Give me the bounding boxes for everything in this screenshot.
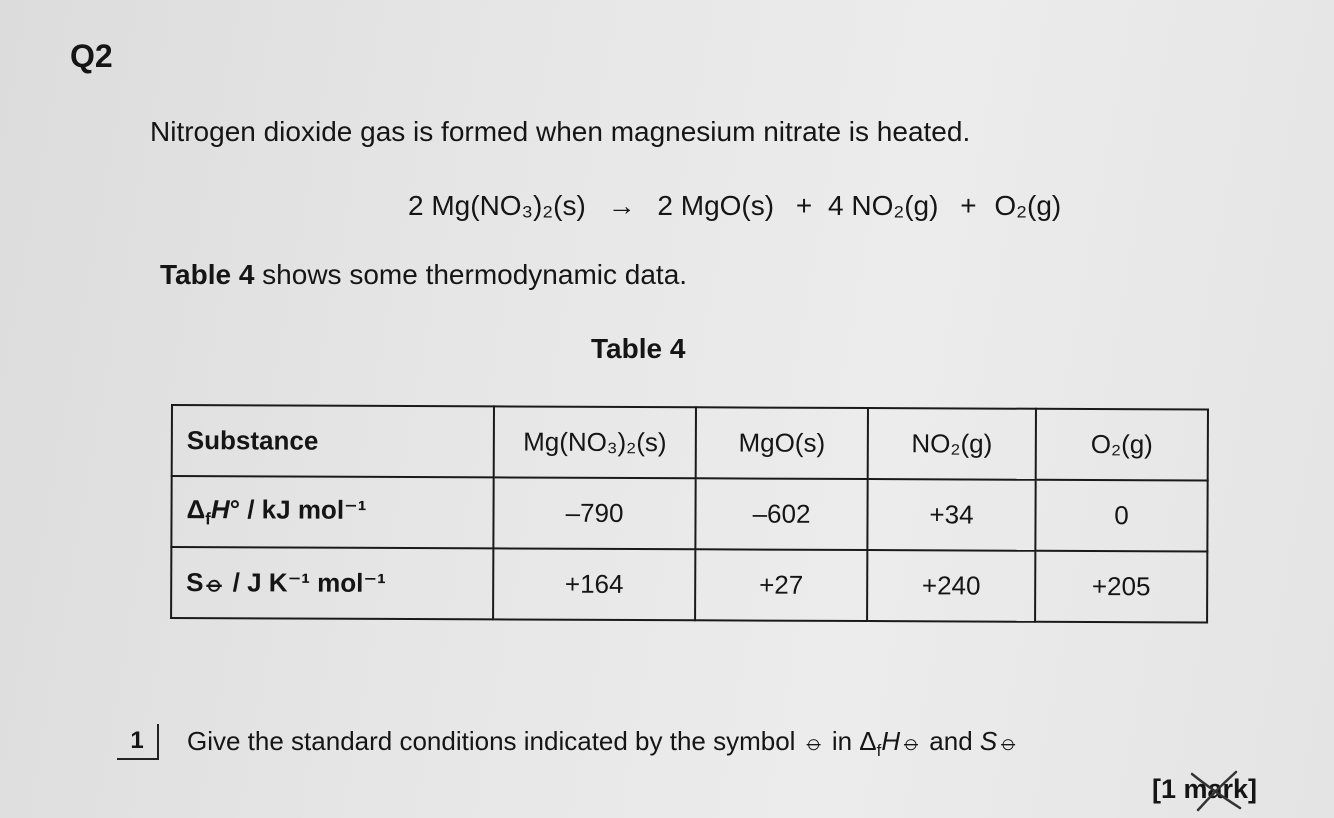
pen-cross-mark-icon xyxy=(1186,768,1246,812)
table-cell: 0 xyxy=(1035,480,1207,552)
sub-question-number-box: 1 xyxy=(117,724,159,760)
equation-arrow: → xyxy=(607,190,636,221)
equation-product-mgo: 2 MgO(s) xyxy=(657,190,775,221)
table-header-cell: Substance xyxy=(172,405,494,477)
equation-plus: + xyxy=(795,190,813,221)
table-header-cell: NO₂(g) xyxy=(868,408,1036,480)
table-row-entropy xyxy=(171,547,1207,623)
sub-question-text: Give the standard conditions indicated by the symbol ⦵ in $\Delta_fH⦵$ and S⦵ xyxy=(187,726,1020,761)
table-cell: +240 xyxy=(867,550,1035,622)
table-row-label: S⦵ / J K⁻¹ mol⁻¹ xyxy=(171,547,493,619)
thermodynamic-data-table xyxy=(170,404,1209,624)
table-cell: +164 xyxy=(493,548,695,620)
chemical-equation xyxy=(408,190,1061,222)
table-header-cell: Mg(NO₃)₂(s) xyxy=(494,406,696,478)
marks-allocation: [1 mark] xyxy=(1152,774,1258,804)
equation-product-no2: 4 NO₂(g) xyxy=(828,190,939,221)
table-cell: +34 xyxy=(867,479,1035,551)
table-header-cell: MgO(s) xyxy=(696,407,868,479)
intro-text: Nitrogen dioxide gas is formed when magnesium nitrate is heated. xyxy=(150,116,971,147)
table-reference-label: Table 4 xyxy=(160,259,255,290)
table-caption: Table 4 xyxy=(591,333,686,364)
table-header-cell: O₂(g) xyxy=(1036,409,1208,481)
table-cell: +27 xyxy=(695,549,867,621)
equation-reactant: 2 Mg(NO₃)₂(s) xyxy=(408,190,586,221)
table-cell: –602 xyxy=(695,478,867,550)
table-reference xyxy=(160,259,687,291)
table-header-row xyxy=(172,405,1208,481)
equation-plus: + xyxy=(960,190,977,221)
table-cell: +205 xyxy=(1035,551,1207,623)
table-reference-text: shows some thermodynamic data. xyxy=(254,259,688,290)
question-number: Q2 xyxy=(70,38,113,74)
equation-product-o2: O₂(g) xyxy=(994,190,1062,221)
table-cell: –790 xyxy=(493,477,695,549)
table-row-enthalpy xyxy=(171,476,1207,552)
table-row-label: $\Delta_fH^\circ$ / kJ mol⁻¹ xyxy=(171,476,493,548)
